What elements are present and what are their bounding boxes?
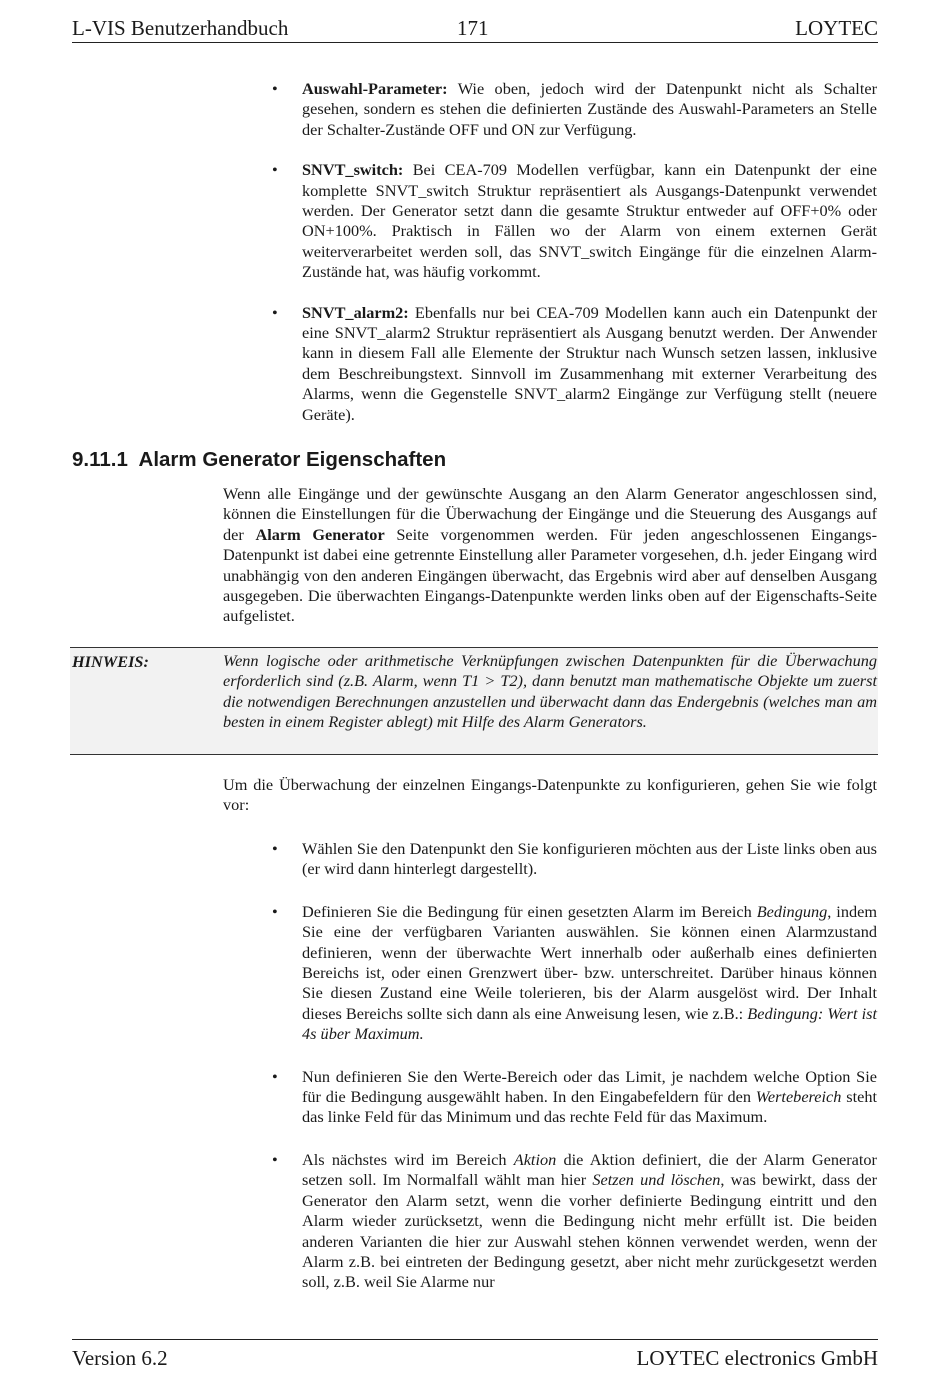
bullet-text: Ebenfalls nur bei CEA-709 Modellen kann auch ein Datenpunkt der eine SNVT_alarm2 Struktur repräsentiert als Ausgang benutzt werden. Der Anwender kann in diesem Fall alle Elemente der Struktur nach Wunsch setzen lassen, inklusive dem Beschreibungstext. Sinnvoll im Zusammenhang mit externer Verarbeitung des Alarms, wenn die Gegenstelle SNVT_alarm2 Eingänge zur Verfügung stellt (neuere Geräte).: [302, 302, 877, 424]
section-heading: [72, 448, 446, 472]
step-text: die Aktion definiert, die der Alarm Generator setzen soll. Im Normalfall wählt man hier: [302, 1149, 877, 1190]
bullet-term: SNVT_alarm2:: [302, 302, 409, 322]
bullet-term: Auswahl-Parameter:: [302, 79, 448, 98]
footer-company: LOYTEC electronics GmbH: [636, 1346, 878, 1370]
step-term: Bedingung: [756, 901, 828, 921]
page-footer: [72, 1339, 878, 1372]
intro-bold-term: Alarm Generator: [255, 524, 385, 544]
page-header: [72, 14, 878, 43]
list-item: [302, 902, 877, 1045]
page-number: 171: [457, 16, 489, 40]
intro-text-cont: Seite vorgenommen werden. Für jeden angeschlossenen Eingangs-Datenpunkt ist dabei eine getrennte Einstellung aller Parameter vorgesehen, d.h. jeder Eingang wird unabhängig von den anderen Eingängen überwacht, das Ergebnis wird aber auf denselben Ausgang ausgegeben. Die überwachten Eingangs-Datenpunkte werden links oben auf der Eigenschafts-Seite aufgelistet.: [223, 524, 877, 626]
intro-paragraph: [223, 484, 877, 627]
step-term: Setzen und löschen: [592, 1170, 721, 1190]
bullet-term: SNVT_switch:: [302, 160, 404, 180]
intro-text: Wenn alle Eingänge und der gewünschte Ausgang an den Alarm Generator angeschlossen sind, können die Einstellungen für die Überwachung der Eingänge und die Steuerung des Ausgangs auf der: [223, 484, 877, 544]
section-title: Alarm Generator Eigenschaften: [138, 448, 447, 471]
note-text: Wenn logische oder arithmetische Verknüpfungen zwischen Datenpunkten für die Überwachung erforderlich sind (z.B. Alarm, wenn T1 > T2), dann benutzt man mathematische Objekte um zuerst die notwendigen Berechnungen anzustellen und überwacht dann das Endergebnis (welches man am besten in einem Register ablegt) mit Hilfe des Alarm Generators.: [223, 651, 877, 732]
note-label: HINWEIS:: [72, 652, 149, 671]
output-type-list: [302, 79, 877, 425]
step-text: , was bewirkt, dass der Generator den Alarm setzt, wenn die vorher definierte Bedingung eintritt und den Alarm wieder zurücksetzt, wenn die Bedingung nicht mehr erfüllt ist. Die beiden anderen Varianten die hier zur Auswahl stehen können verwendet werden, wenn der Alarm z.B. bei eintreten der Bedingung gesetzt, aber nicht mehr zurückgesetzt werden soll, z.B. weil Sie Alarme nur: [302, 1170, 877, 1292]
steps-list: [302, 839, 877, 1293]
list-item: [302, 839, 877, 880]
list-item: [302, 79, 877, 140]
section-number: 9.11.1: [72, 448, 128, 471]
step-text: steht das linke Feld für das Minimum und das rechte Feld für das Maximum.: [302, 1087, 877, 1127]
list-item: [302, 160, 877, 282]
step-example: Bedingung: Wert ist 4s über Maximum.: [302, 1003, 877, 1044]
header-company: LOYTEC: [795, 16, 878, 40]
list-item: [302, 303, 877, 425]
bullet-text: Bei CEA-709 Modellen verfügbar, kann ein Datenpunkt der eine komplette SNVT_switch Struktur repräsentiert als Ausgangs-Datenpunkt verwendet werden. Der Generator setzt dann die gesamte Struktur entweder auf OFF+0% oder ON+100%. Praktisch in Fällen wo der Alarm von einem externen Gerät weiterverarbeitet werden soll, das SNVT_switch Eingänge für die einzelnen Alarm-Zustände hat, was häufig vorkommt.: [302, 160, 877, 282]
step-text: Wählen Sie den Datenpunkt den Sie konfigurieren möchten aus der Liste links oben aus (er wird dann hinterlegt dargestellt).: [302, 839, 877, 879]
footer-version: Version 6.2: [72, 1346, 168, 1370]
list-item: [302, 1067, 877, 1128]
bullet-text: Wie oben, jedoch wird der Datenpunkt nicht als Schalter gesehen, sondern es stehen die definierten Zustände des Auswahl-Parameters an Stelle der Schalter-Zustände OFF und ON zur Verfügung.: [302, 79, 877, 139]
note-box: [70, 647, 878, 755]
step-text: Definieren Sie die Bedingung für einen gesetzten Alarm im Bereich: [302, 901, 752, 921]
list-item: [302, 1150, 877, 1293]
step-term: Aktion: [513, 1149, 557, 1169]
step-text: , indem Sie eine der verfügbaren Varianten auswählen. Sie können einen Alarmzustand definieren, wenn der überwachte Wert innerhalb oder außerhalb eines definierten Bereichs ist, oder einen Grenzwert über- bzw. unterschreitet. Darüber hinaus können Sie diesen Zustand eine Weile tolerieren, bis der Alarm ausgelöst wird. Der Inhalt dieses Bereichs sollte sich dann als eine Anweisung lesen, wie z.B.:: [302, 901, 877, 1023]
steps-intro: Um die Überwachung der einzelnen Eingangs-Datenpunkte zu konfigurieren, gehen Sie wie folgt vor:: [223, 775, 877, 815]
step-text: Nun definieren Sie den Werte-Bereich oder das Limit, je nachdem welche Option Sie für die Bedingung ausgewählt haben. In den Eingabefeldern für den: [302, 1066, 877, 1107]
step-text: Als nächstes wird im Bereich: [302, 1149, 507, 1169]
step-term: Wertebereich: [755, 1087, 842, 1107]
header-title: L-VIS Benutzerhandbuch: [72, 16, 289, 40]
